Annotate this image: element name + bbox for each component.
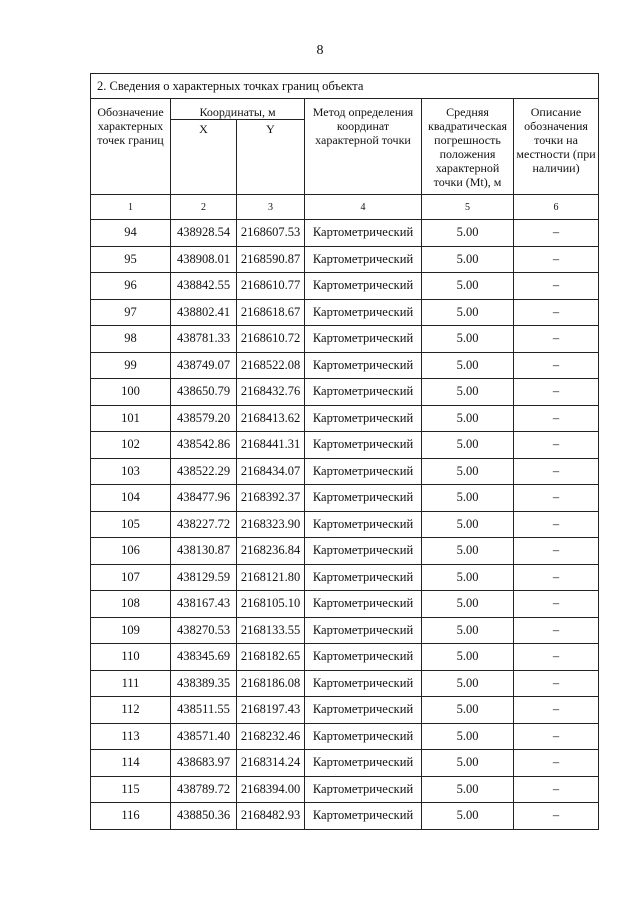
- error-cell: 5.00: [422, 776, 514, 803]
- error-cell: 5.00: [422, 538, 514, 565]
- y-coordinate-cell: 2168232.46: [237, 723, 305, 750]
- column-number: 5: [422, 195, 514, 220]
- point-cell: 94: [91, 220, 171, 247]
- table-row: [91, 644, 599, 671]
- column-number: 6: [514, 195, 599, 220]
- y-coordinate-cell: 2168394.00: [237, 776, 305, 803]
- header-coordinates: Координаты, м: [171, 99, 305, 120]
- method-cell: Картометрический: [305, 617, 422, 644]
- description-cell: –: [514, 220, 599, 247]
- method-cell: Картометрический: [305, 803, 422, 830]
- x-coordinate-cell: 438571.40: [171, 723, 237, 750]
- table-row: [91, 776, 599, 803]
- table-row: [91, 564, 599, 591]
- table-row: [91, 591, 599, 618]
- x-coordinate-cell: 438650.79: [171, 379, 237, 406]
- method-cell: Картометрический: [305, 644, 422, 671]
- method-cell: Картометрический: [305, 670, 422, 697]
- error-cell: 5.00: [422, 352, 514, 379]
- point-cell: 105: [91, 511, 171, 538]
- point-cell: 114: [91, 750, 171, 777]
- method-cell: Картометрический: [305, 273, 422, 300]
- table-row: [91, 617, 599, 644]
- x-coordinate-cell: 438850.36: [171, 803, 237, 830]
- description-cell: –: [514, 776, 599, 803]
- error-cell: 5.00: [422, 511, 514, 538]
- description-cell: –: [514, 538, 599, 565]
- description-cell: –: [514, 432, 599, 459]
- point-cell: 109: [91, 617, 171, 644]
- header-y: Y: [237, 120, 305, 195]
- point-cell: 106: [91, 538, 171, 565]
- y-coordinate-cell: 2168610.72: [237, 326, 305, 353]
- x-coordinate-cell: 438227.72: [171, 511, 237, 538]
- section-title: 2. Сведения о характерных точках границ объекта: [91, 74, 599, 99]
- point-cell: 99: [91, 352, 171, 379]
- x-coordinate-cell: 438511.55: [171, 697, 237, 724]
- y-coordinate-cell: 2168432.76: [237, 379, 305, 406]
- column-number: 1: [91, 195, 171, 220]
- x-coordinate-cell: 438167.43: [171, 591, 237, 618]
- method-cell: Картометрический: [305, 220, 422, 247]
- description-cell: –: [514, 326, 599, 353]
- column-number: 3: [237, 195, 305, 220]
- x-coordinate-cell: 438522.29: [171, 458, 237, 485]
- point-cell: 116: [91, 803, 171, 830]
- y-coordinate-cell: 2168434.07: [237, 458, 305, 485]
- method-cell: Картометрический: [305, 697, 422, 724]
- column-number-row: [91, 195, 599, 220]
- point-cell: 100: [91, 379, 171, 406]
- description-cell: –: [514, 485, 599, 512]
- method-cell: Картометрический: [305, 326, 422, 353]
- x-coordinate-cell: 438270.53: [171, 617, 237, 644]
- column-number: 4: [305, 195, 422, 220]
- error-cell: 5.00: [422, 591, 514, 618]
- y-coordinate-cell: 2168522.08: [237, 352, 305, 379]
- point-cell: 113: [91, 723, 171, 750]
- point-cell: 96: [91, 273, 171, 300]
- y-coordinate-cell: 2168441.31: [237, 432, 305, 459]
- x-coordinate-cell: 438908.01: [171, 246, 237, 273]
- method-cell: Картометрический: [305, 511, 422, 538]
- y-coordinate-cell: 2168618.67: [237, 299, 305, 326]
- y-coordinate-cell: 2168413.62: [237, 405, 305, 432]
- description-cell: –: [514, 564, 599, 591]
- x-coordinate-cell: 438477.96: [171, 485, 237, 512]
- table-row: [91, 273, 599, 300]
- error-cell: 5.00: [422, 564, 514, 591]
- method-cell: Картометрический: [305, 405, 422, 432]
- point-cell: 103: [91, 458, 171, 485]
- error-cell: 5.00: [422, 670, 514, 697]
- x-coordinate-cell: 438542.86: [171, 432, 237, 459]
- point-cell: 107: [91, 564, 171, 591]
- error-cell: 5.00: [422, 379, 514, 406]
- error-cell: 5.00: [422, 750, 514, 777]
- description-cell: –: [514, 379, 599, 406]
- method-cell: Картометрический: [305, 723, 422, 750]
- method-cell: Картометрический: [305, 432, 422, 459]
- header-method: Метод определения координат характерной точки: [305, 99, 422, 195]
- table-row: [91, 432, 599, 459]
- method-cell: Картометрический: [305, 564, 422, 591]
- page-number: 8: [316, 43, 324, 58]
- table-row: [91, 485, 599, 512]
- point-cell: 101: [91, 405, 171, 432]
- error-cell: 5.00: [422, 697, 514, 724]
- y-coordinate-cell: 2168182.65: [237, 644, 305, 671]
- method-cell: Картометрический: [305, 591, 422, 618]
- description-cell: –: [514, 458, 599, 485]
- description-cell: –: [514, 644, 599, 671]
- boundary-points-table: [90, 73, 599, 830]
- header-x: X: [171, 120, 237, 195]
- point-cell: 97: [91, 299, 171, 326]
- table-row: [91, 697, 599, 724]
- y-coordinate-cell: 2168197.43: [237, 697, 305, 724]
- table-row: [91, 511, 599, 538]
- error-cell: 5.00: [422, 299, 514, 326]
- description-cell: –: [514, 617, 599, 644]
- error-cell: 5.00: [422, 273, 514, 300]
- table-row: [91, 326, 599, 353]
- table-body: [91, 74, 599, 830]
- error-cell: 5.00: [422, 246, 514, 273]
- x-coordinate-cell: 438345.69: [171, 644, 237, 671]
- section-title-row: [91, 74, 599, 99]
- error-cell: 5.00: [422, 326, 514, 353]
- table-row: [91, 803, 599, 830]
- table-row: [91, 246, 599, 273]
- description-cell: –: [514, 697, 599, 724]
- y-coordinate-cell: 2168392.37: [237, 485, 305, 512]
- method-cell: Картометрический: [305, 246, 422, 273]
- point-cell: 98: [91, 326, 171, 353]
- y-coordinate-cell: 2168314.24: [237, 750, 305, 777]
- y-coordinate-cell: 2168133.55: [237, 617, 305, 644]
- y-coordinate-cell: 2168105.10: [237, 591, 305, 618]
- header-point: Обозначение характерных точек границ: [91, 99, 171, 195]
- x-coordinate-cell: 438389.35: [171, 670, 237, 697]
- point-cell: 112: [91, 697, 171, 724]
- table-row: [91, 538, 599, 565]
- error-cell: 5.00: [422, 405, 514, 432]
- table-row: [91, 352, 599, 379]
- point-cell: 115: [91, 776, 171, 803]
- point-cell: 111: [91, 670, 171, 697]
- error-cell: 5.00: [422, 617, 514, 644]
- error-cell: 5.00: [422, 220, 514, 247]
- description-cell: –: [514, 591, 599, 618]
- table-row: [91, 299, 599, 326]
- x-coordinate-cell: 438749.07: [171, 352, 237, 379]
- description-cell: –: [514, 803, 599, 830]
- header-row: [91, 99, 599, 120]
- description-cell: –: [514, 750, 599, 777]
- method-cell: Картометрический: [305, 299, 422, 326]
- y-coordinate-cell: 2168121.80: [237, 564, 305, 591]
- x-coordinate-cell: 438683.97: [171, 750, 237, 777]
- y-coordinate-cell: 2168607.53: [237, 220, 305, 247]
- y-coordinate-cell: 2168323.90: [237, 511, 305, 538]
- x-coordinate-cell: 438802.41: [171, 299, 237, 326]
- description-cell: –: [514, 511, 599, 538]
- x-coordinate-cell: 438781.33: [171, 326, 237, 353]
- description-cell: –: [514, 299, 599, 326]
- y-coordinate-cell: 2168482.93: [237, 803, 305, 830]
- y-coordinate-cell: 2168186.08: [237, 670, 305, 697]
- table-row: [91, 670, 599, 697]
- header-description: Описание обозначения точки на местности (при наличии): [514, 99, 599, 195]
- error-cell: 5.00: [422, 723, 514, 750]
- x-coordinate-cell: 438579.20: [171, 405, 237, 432]
- table-row: [91, 750, 599, 777]
- point-cell: 102: [91, 432, 171, 459]
- table-row: [91, 405, 599, 432]
- method-cell: Картометрический: [305, 458, 422, 485]
- method-cell: Картометрический: [305, 776, 422, 803]
- error-cell: 5.00: [422, 644, 514, 671]
- description-cell: –: [514, 273, 599, 300]
- description-cell: –: [514, 670, 599, 697]
- table-row: [91, 723, 599, 750]
- y-coordinate-cell: 2168236.84: [237, 538, 305, 565]
- point-cell: 104: [91, 485, 171, 512]
- x-coordinate-cell: 438129.59: [171, 564, 237, 591]
- point-cell: 95: [91, 246, 171, 273]
- point-cell: 108: [91, 591, 171, 618]
- point-cell: 110: [91, 644, 171, 671]
- method-cell: Картометрический: [305, 379, 422, 406]
- y-coordinate-cell: 2168590.87: [237, 246, 305, 273]
- method-cell: Картометрический: [305, 538, 422, 565]
- error-cell: 5.00: [422, 803, 514, 830]
- description-cell: –: [514, 723, 599, 750]
- method-cell: Картометрический: [305, 352, 422, 379]
- description-cell: –: [514, 405, 599, 432]
- x-coordinate-cell: 438842.55: [171, 273, 237, 300]
- description-cell: –: [514, 352, 599, 379]
- header-error: Средняя квадратическая погрешность положения характерной точки (Mt), м: [422, 99, 514, 195]
- error-cell: 5.00: [422, 432, 514, 459]
- description-cell: –: [514, 246, 599, 273]
- x-coordinate-cell: 438130.87: [171, 538, 237, 565]
- table-row: [91, 458, 599, 485]
- error-cell: 5.00: [422, 458, 514, 485]
- method-cell: Картометрический: [305, 750, 422, 777]
- table-row: [91, 379, 599, 406]
- column-number: 2: [171, 195, 237, 220]
- method-cell: Картометрический: [305, 485, 422, 512]
- x-coordinate-cell: 438928.54: [171, 220, 237, 247]
- error-cell: 5.00: [422, 485, 514, 512]
- x-coordinate-cell: 438789.72: [171, 776, 237, 803]
- table-row: [91, 220, 599, 247]
- y-coordinate-cell: 2168610.77: [237, 273, 305, 300]
